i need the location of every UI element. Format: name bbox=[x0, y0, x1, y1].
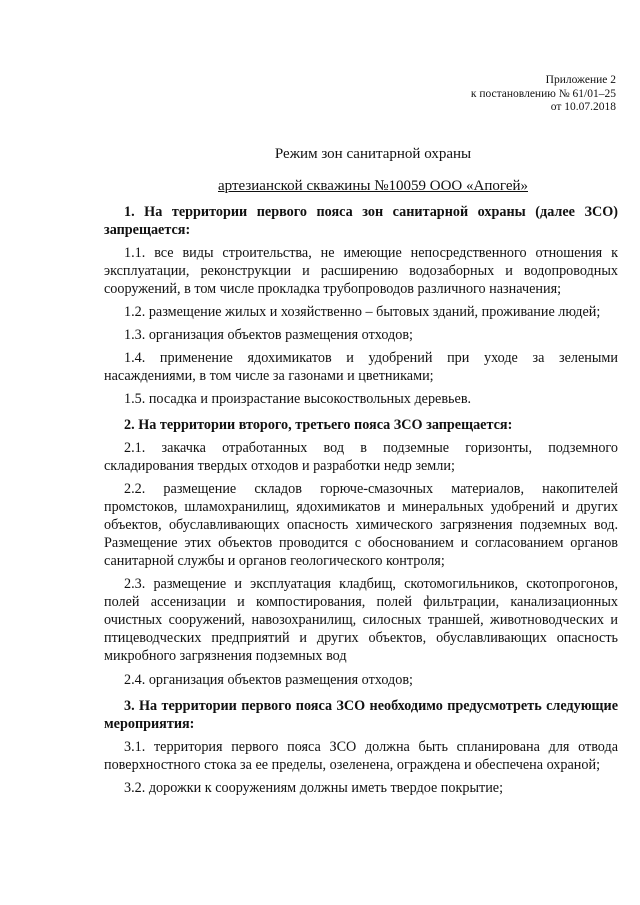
appendix-reference bbox=[104, 74, 616, 115]
list-item: 2.3. размещение и эксплуатация кладбищ, скотомогильников, скотопрогонов, полей ассенизации и компостирования, полей фильтрации, канализационных очистных сооружений, навозохранилищ, силосных траншей, животноводческих и птицеводческих предприятий и других объектов, обуславливающих опасность микробного загрязнения подземных вод bbox=[104, 575, 618, 665]
list-item: 1.2. размещение жилых и хозяйственно – бытовых зданий, проживание людей; bbox=[124, 303, 601, 320]
resolution-number: к постановлению № 61/01–25 bbox=[470, 87, 616, 100]
list-item: 1.4. применение ядохимикатов и удобрений при уходе за зелеными насаждениями, в том числе за газонами и цветниками; bbox=[104, 349, 618, 384]
list-item: 3.1. территория первого пояса ЗСО должна быть спланирована для отвода поверхностного стока за ее пределы, озеленена, ограждена и обеспечена охраной; bbox=[104, 738, 618, 773]
list-item: 1.5. посадка и произрастание высокоствольных деревьев. bbox=[124, 390, 472, 407]
section-heading-1: 1. На территории первого пояса зон санитарной охраны (далее ЗСО) запрещается: bbox=[104, 203, 618, 238]
document-subtitle-text: артезианской скважины №10059 ООО «Апогей» bbox=[218, 177, 528, 194]
list-item: 2.1. закачка отработанных вод в подземные горизонты, подземного складирования твердых отходов и разработки недр земли; bbox=[104, 439, 618, 474]
resolution-date: от 10.07.2018 bbox=[550, 101, 616, 113]
appendix-number: Приложение 2 bbox=[545, 74, 616, 86]
list-item: 3.2. дорожки к сооружениям должны иметь твердое покрытие; bbox=[124, 779, 504, 796]
section-heading-2: 2. На территории второго, третьего пояса ЗСО запрещается: bbox=[124, 416, 513, 433]
list-item: 2.4. организация объектов размещения отходов; bbox=[124, 671, 413, 688]
section-heading-3: 3. На территории первого пояса ЗСО необходимо предусмотреть следующие мероприятия: bbox=[104, 697, 618, 732]
document-title: Режим зон санитарной охраны bbox=[274, 145, 472, 162]
list-item: 2.2. размещение складов горюче-смазочных материалов, накопителей промстоков, шламохранилищ, ядохимикатов и минеральных удобрений и других объектов, обуславливающих опасность химического загрязнения подземных вод. Размещение этих объектов проводится с обоснованием и согласованием органов санитарной службы и органов геологического контроля; bbox=[104, 480, 618, 569]
list-item: 1.3. организация объектов размещения отходов; bbox=[124, 326, 413, 343]
list-item: 1.1. все виды строительства, не имеющие непосредственного отношения к эксплуатации, реконструкции и расширению водозаборных и водопроводных сооружений, в том числе прокладка трубопроводов различного назначения; bbox=[104, 244, 618, 297]
document-subtitle bbox=[128, 177, 618, 195]
